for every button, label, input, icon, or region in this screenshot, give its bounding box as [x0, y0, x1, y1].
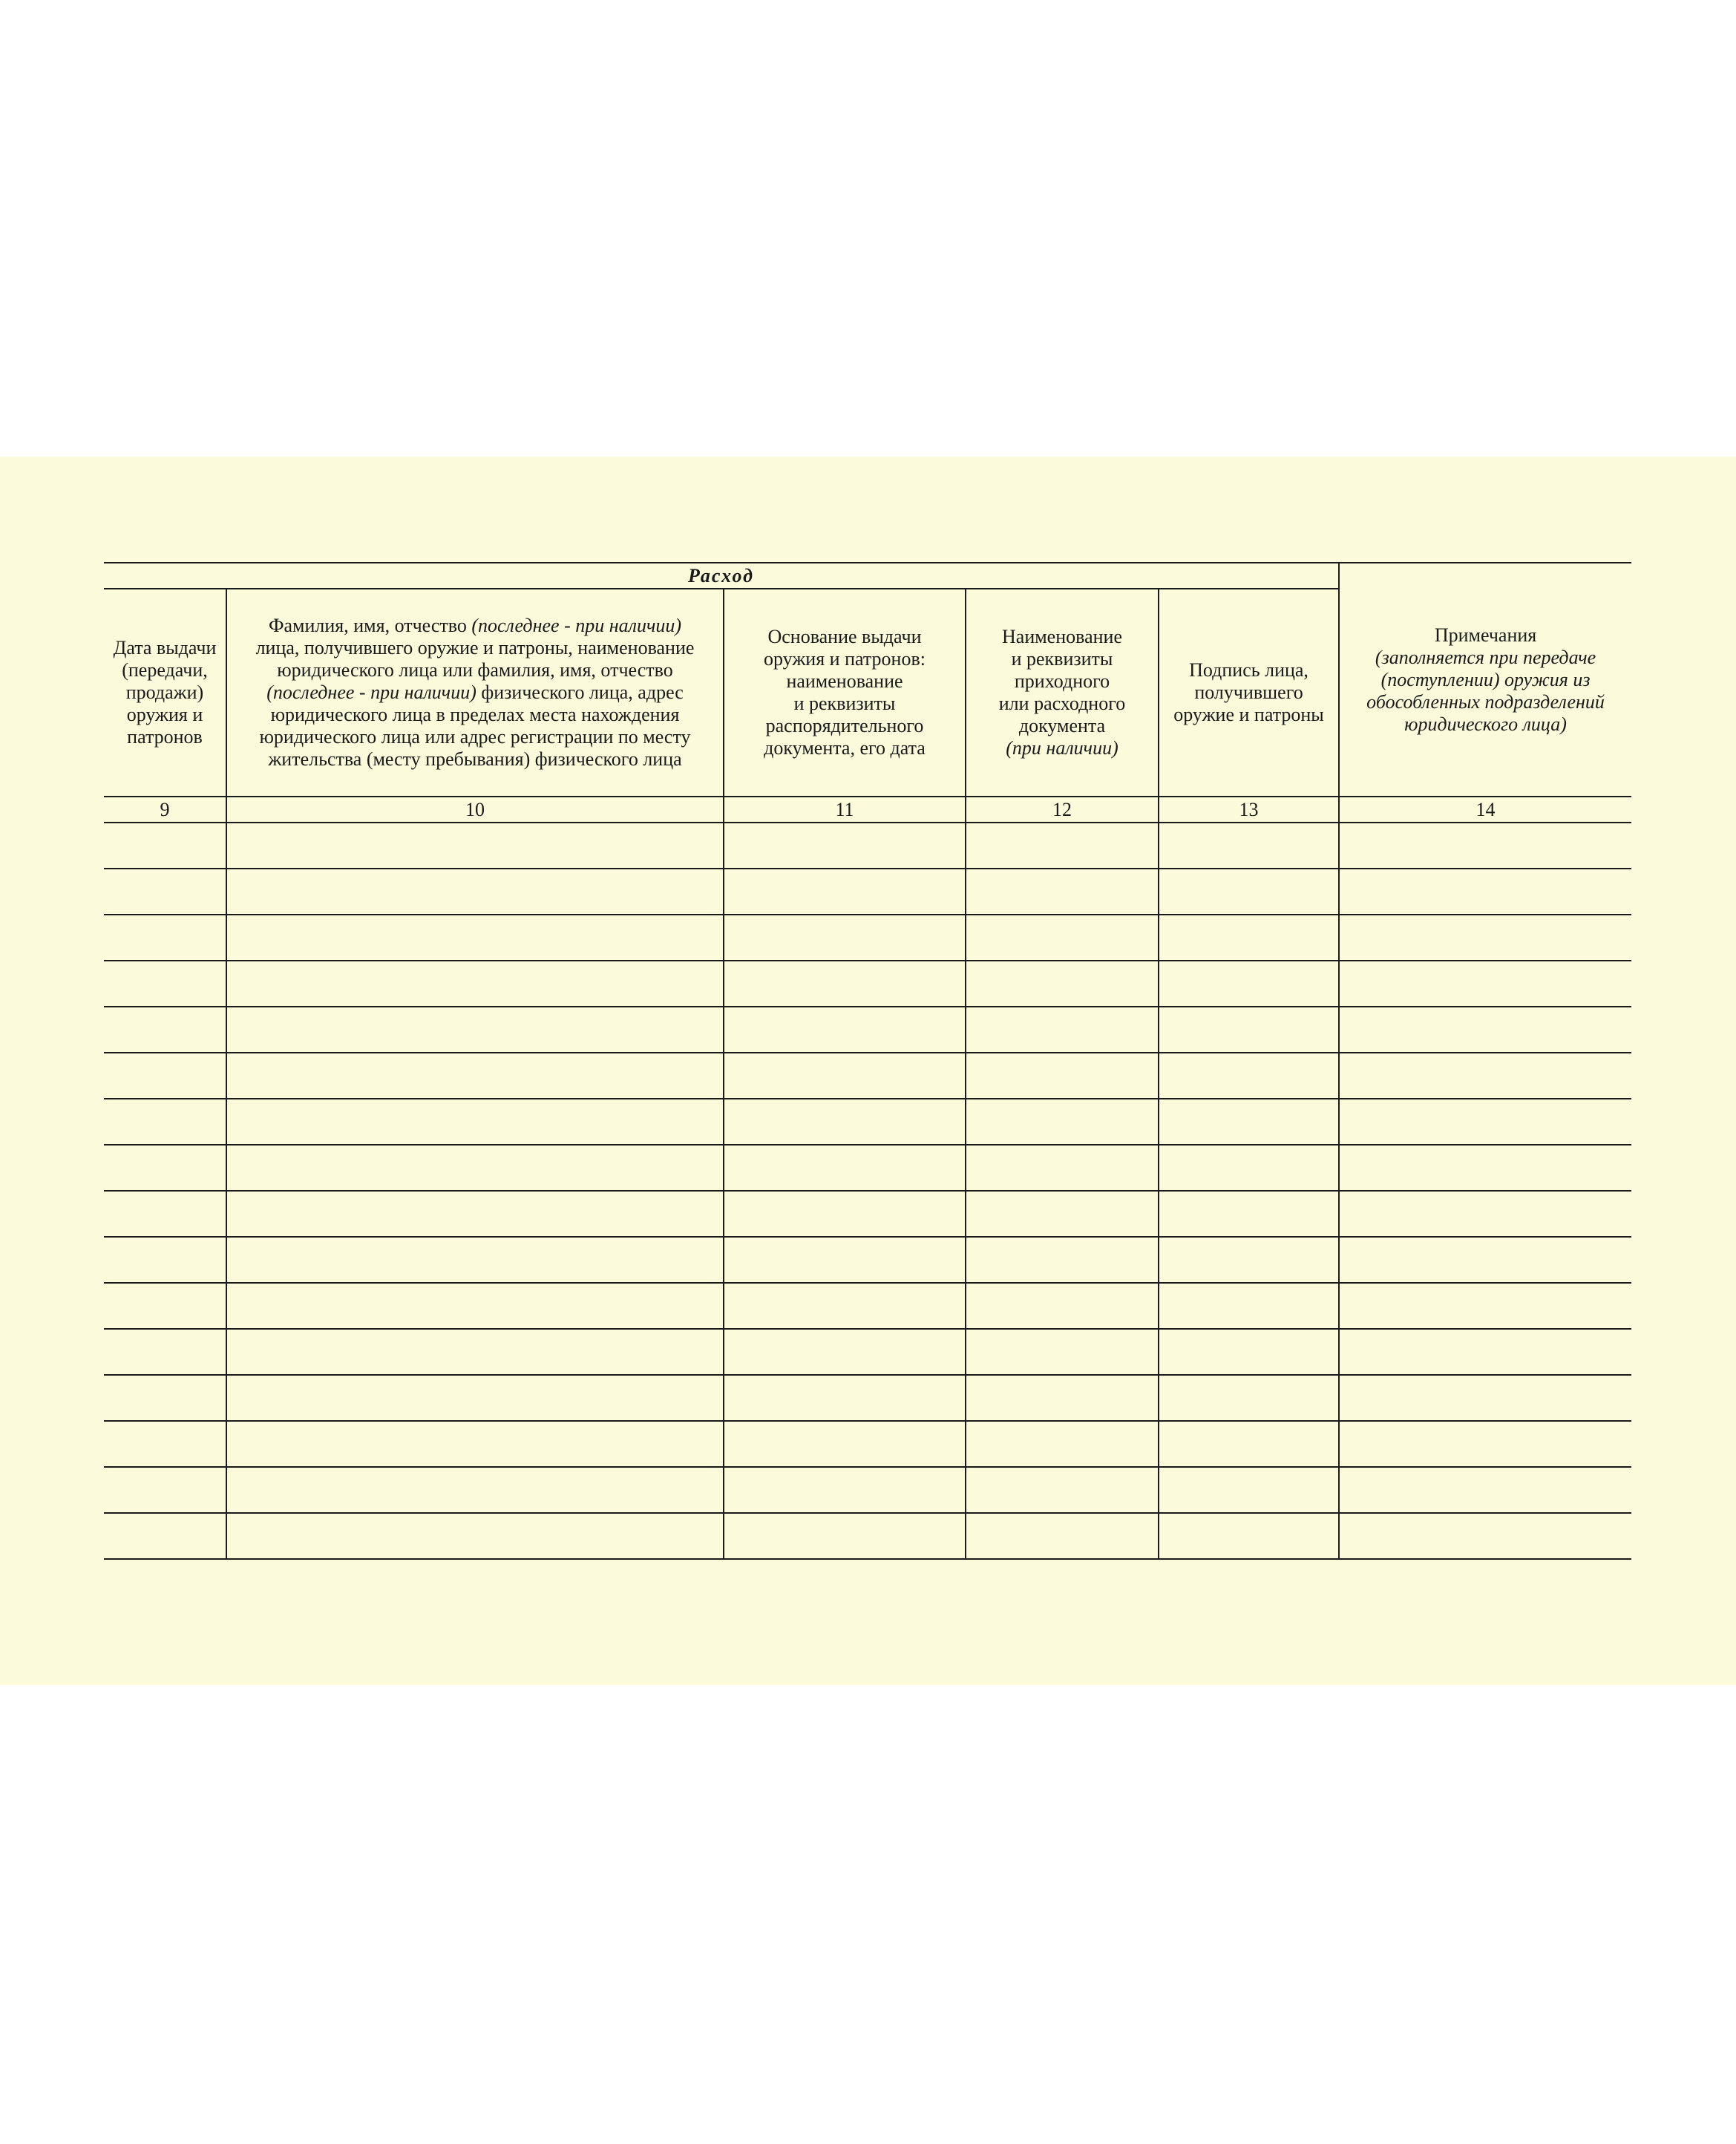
header-col-10-text: юридического лица или фамилия, имя, отчество [277, 659, 673, 681]
header-col-11 [724, 589, 966, 797]
table-cell[interactable] [724, 915, 966, 961]
table-cell[interactable] [226, 1329, 724, 1375]
table-cell[interactable] [104, 1053, 226, 1099]
header-col-12-line: приходного [1014, 670, 1110, 692]
table-row [104, 1283, 1631, 1329]
table-cell[interactable] [966, 869, 1159, 915]
table-cell[interactable] [1339, 1145, 1631, 1191]
header-col-12-line: или расходного [998, 693, 1126, 714]
header-col-11-line: распорядительного [765, 715, 924, 736]
table-cell[interactable] [226, 869, 724, 915]
header-col-10-line [232, 726, 718, 748]
table-cell[interactable] [226, 1375, 724, 1421]
header-col-10-line [232, 659, 718, 682]
header-col-10-line [232, 637, 718, 659]
header-col-14-line: обособленных подразделений [1366, 690, 1605, 713]
table-cell[interactable] [966, 1467, 1159, 1513]
table-cell[interactable] [104, 915, 226, 961]
table-cell[interactable] [226, 1007, 724, 1053]
table-cell[interactable] [966, 1421, 1159, 1467]
table-cell[interactable] [1159, 1513, 1339, 1559]
table-row [104, 1007, 1631, 1053]
table-cell[interactable] [226, 1191, 724, 1237]
table-cell[interactable] [724, 1329, 966, 1375]
table-cell[interactable] [1339, 1329, 1631, 1375]
table-cell[interactable] [966, 1513, 1159, 1559]
table-cell[interactable] [966, 1375, 1159, 1421]
table-cell[interactable] [1159, 961, 1339, 1007]
header-col-10-line [232, 615, 718, 637]
table-cell[interactable] [966, 1237, 1159, 1283]
table-cell[interactable] [724, 1513, 966, 1559]
header-col-14-title: Примечания [1434, 624, 1537, 646]
table-cell[interactable] [966, 1099, 1159, 1145]
header-col-12-line: документа [1018, 715, 1106, 736]
table-cell[interactable] [104, 869, 226, 915]
section-title: Расход [104, 563, 1339, 589]
header-col-12 [966, 589, 1159, 797]
table-cell[interactable] [226, 1421, 724, 1467]
table-cell[interactable] [966, 1329, 1159, 1375]
table-row [104, 1099, 1631, 1145]
column-number: 11 [724, 797, 966, 823]
table-row [104, 823, 1631, 869]
table-cell[interactable] [1159, 1467, 1339, 1513]
table-cell[interactable] [104, 1007, 226, 1053]
table-cell[interactable] [1159, 869, 1339, 915]
table-row [104, 1513, 1631, 1559]
journal-sheet [0, 457, 1736, 1685]
header-col-10-text: юридического лица или адрес регистрации по месту [259, 726, 691, 748]
table-cell[interactable] [966, 961, 1159, 1007]
table-row [104, 869, 1631, 915]
table-cell[interactable] [1339, 961, 1631, 1007]
table-cell[interactable] [1159, 1329, 1339, 1375]
table-cell[interactable] [724, 1053, 966, 1099]
header-col-14 [1339, 563, 1631, 797]
header-col-13-line: Подпись лица, [1189, 659, 1308, 681]
table-cell[interactable] [104, 1191, 226, 1237]
table-cell[interactable] [1339, 1283, 1631, 1329]
table-row [104, 1467, 1631, 1513]
table-cell[interactable] [104, 1329, 226, 1375]
table-row [104, 915, 1631, 961]
table-cell[interactable] [724, 869, 966, 915]
table-cell[interactable] [104, 1513, 226, 1559]
table-cell[interactable] [226, 1283, 724, 1329]
table-cell[interactable] [1339, 1053, 1631, 1099]
table-cell[interactable] [966, 1283, 1159, 1329]
table-cell[interactable] [724, 1421, 966, 1467]
table-cell[interactable] [1159, 1145, 1339, 1191]
table-cell[interactable] [724, 1007, 966, 1053]
header-col-10-text-italic: (последнее - при наличии) [471, 615, 682, 636]
table-row [104, 1191, 1631, 1237]
table-cell[interactable] [226, 1099, 724, 1145]
table-cell[interactable] [966, 823, 1159, 869]
header-col-11-line: наименование [786, 670, 903, 692]
table-cell[interactable] [1159, 915, 1339, 961]
table-cell[interactable] [104, 961, 226, 1007]
table-cell[interactable] [966, 1145, 1159, 1191]
expense-ledger-table [104, 562, 1631, 1560]
header-col-14-line: (поступлении) оружия из [1380, 668, 1591, 690]
table-cell[interactable] [1339, 915, 1631, 961]
header-col-9-line: Дата выдачи [113, 637, 217, 658]
header-col-11-line: документа, его дата [764, 737, 926, 759]
table-cell[interactable] [226, 1513, 724, 1559]
header-col-10-text-italic: (последнее - при наличии) [266, 682, 476, 703]
column-number: 9 [104, 797, 226, 823]
header-col-9 [104, 589, 226, 797]
table-cell[interactable] [724, 961, 966, 1007]
header-col-13-line: оружие и патроны [1173, 704, 1324, 725]
table-row [104, 1237, 1631, 1283]
column-number-row [104, 797, 1631, 823]
header-col-10-line [232, 748, 718, 771]
header-col-9-line: (передачи, [122, 659, 208, 681]
header-col-11-line: оружия и патронов: [764, 648, 926, 670]
table-cell[interactable] [724, 1191, 966, 1237]
table-row [104, 1145, 1631, 1191]
header-col-14-line: юридического лица) [1404, 713, 1567, 735]
header-col-10-line [232, 682, 718, 704]
table-cell[interactable] [724, 1237, 966, 1283]
table-cell[interactable] [724, 1375, 966, 1421]
table-cell[interactable] [1339, 1237, 1631, 1283]
table-cell[interactable] [1339, 1191, 1631, 1237]
table-cell[interactable] [966, 1191, 1159, 1237]
table-cell[interactable] [226, 1467, 724, 1513]
header-col-11-line: и реквизиты [793, 693, 896, 714]
table-cell[interactable] [1159, 1099, 1339, 1145]
table-cell[interactable] [1339, 869, 1631, 915]
table-cell[interactable] [104, 1237, 226, 1283]
table-cell[interactable] [724, 1145, 966, 1191]
table-cell[interactable] [104, 1099, 226, 1145]
table-cell[interactable] [104, 1145, 226, 1191]
header-col-9-line: патронов [127, 726, 203, 748]
table-cell[interactable] [1159, 1191, 1339, 1237]
table-cell[interactable] [226, 1145, 724, 1191]
table-cell[interactable] [226, 823, 724, 869]
table-cell[interactable] [226, 1237, 724, 1283]
table-cell[interactable] [724, 1283, 966, 1329]
header-col-9-line: оружия и [126, 704, 203, 725]
table-cell[interactable] [104, 1375, 226, 1421]
header-col-10 [226, 589, 724, 797]
table-cell[interactable] [724, 1467, 966, 1513]
table-cell[interactable] [226, 1053, 724, 1099]
table-cell[interactable] [724, 823, 966, 869]
header-col-11-line: Основание выдачи [767, 626, 922, 647]
table-row [104, 1053, 1631, 1099]
column-number: 10 [226, 797, 724, 823]
table-cell[interactable] [1339, 1467, 1631, 1513]
header-col-13 [1159, 589, 1339, 797]
table-row [104, 961, 1631, 1007]
header-col-12-line: (при наличии) [1006, 737, 1118, 759]
table-cell[interactable] [1159, 1053, 1339, 1099]
table-cell[interactable] [104, 1283, 226, 1329]
table-cell[interactable] [1339, 1421, 1631, 1467]
table-cell[interactable] [226, 961, 724, 1007]
table-cell[interactable] [724, 1099, 966, 1145]
table-cell[interactable] [1339, 1513, 1631, 1559]
table-cell[interactable] [1339, 1375, 1631, 1421]
table-cell[interactable] [966, 915, 1159, 961]
table-cell[interactable] [1339, 1007, 1631, 1053]
header-col-12-line: и реквизиты [1011, 648, 1113, 670]
table-cell[interactable] [1159, 1237, 1339, 1283]
table-row [104, 1375, 1631, 1421]
table-cell[interactable] [1339, 823, 1631, 869]
header-col-13-line: получившего [1194, 682, 1303, 703]
table-cell[interactable] [1159, 1007, 1339, 1053]
table-cell[interactable] [966, 1053, 1159, 1099]
header-col-10-line [232, 704, 718, 726]
table-cell[interactable] [104, 1421, 226, 1467]
table-cell[interactable] [1159, 1421, 1339, 1467]
column-number: 13 [1159, 797, 1339, 823]
header-col-10-text: юридического лица в пределах места нахождения [270, 704, 680, 725]
table-cell[interactable] [1159, 1283, 1339, 1329]
column-number: 12 [966, 797, 1159, 823]
header-col-9-line: продажи) [125, 682, 204, 703]
header-col-10-text: лица, получившего оружие и патроны, наименование [255, 637, 695, 658]
table-row [104, 1329, 1631, 1375]
table-cell[interactable] [1159, 1375, 1339, 1421]
table-cell[interactable] [104, 1467, 226, 1513]
table-cell[interactable] [1339, 1099, 1631, 1145]
table-cell[interactable] [966, 1007, 1159, 1053]
table-row [104, 1421, 1631, 1467]
table-cell[interactable] [1159, 823, 1339, 869]
column-number: 14 [1339, 797, 1631, 823]
table-cell[interactable] [226, 915, 724, 961]
section-title-row [104, 563, 1631, 589]
header-col-14-line: (заполняется при передаче [1375, 646, 1596, 668]
header-col-10-text: Фамилия, имя, отчество [268, 615, 472, 636]
header-col-10-text: физического лица, адрес [476, 682, 684, 703]
header-col-10-text: жительства (месту пребывания) физического лица [268, 748, 682, 770]
header-col-12-line: Наименование [1002, 626, 1122, 647]
table-cell[interactable] [104, 823, 226, 869]
